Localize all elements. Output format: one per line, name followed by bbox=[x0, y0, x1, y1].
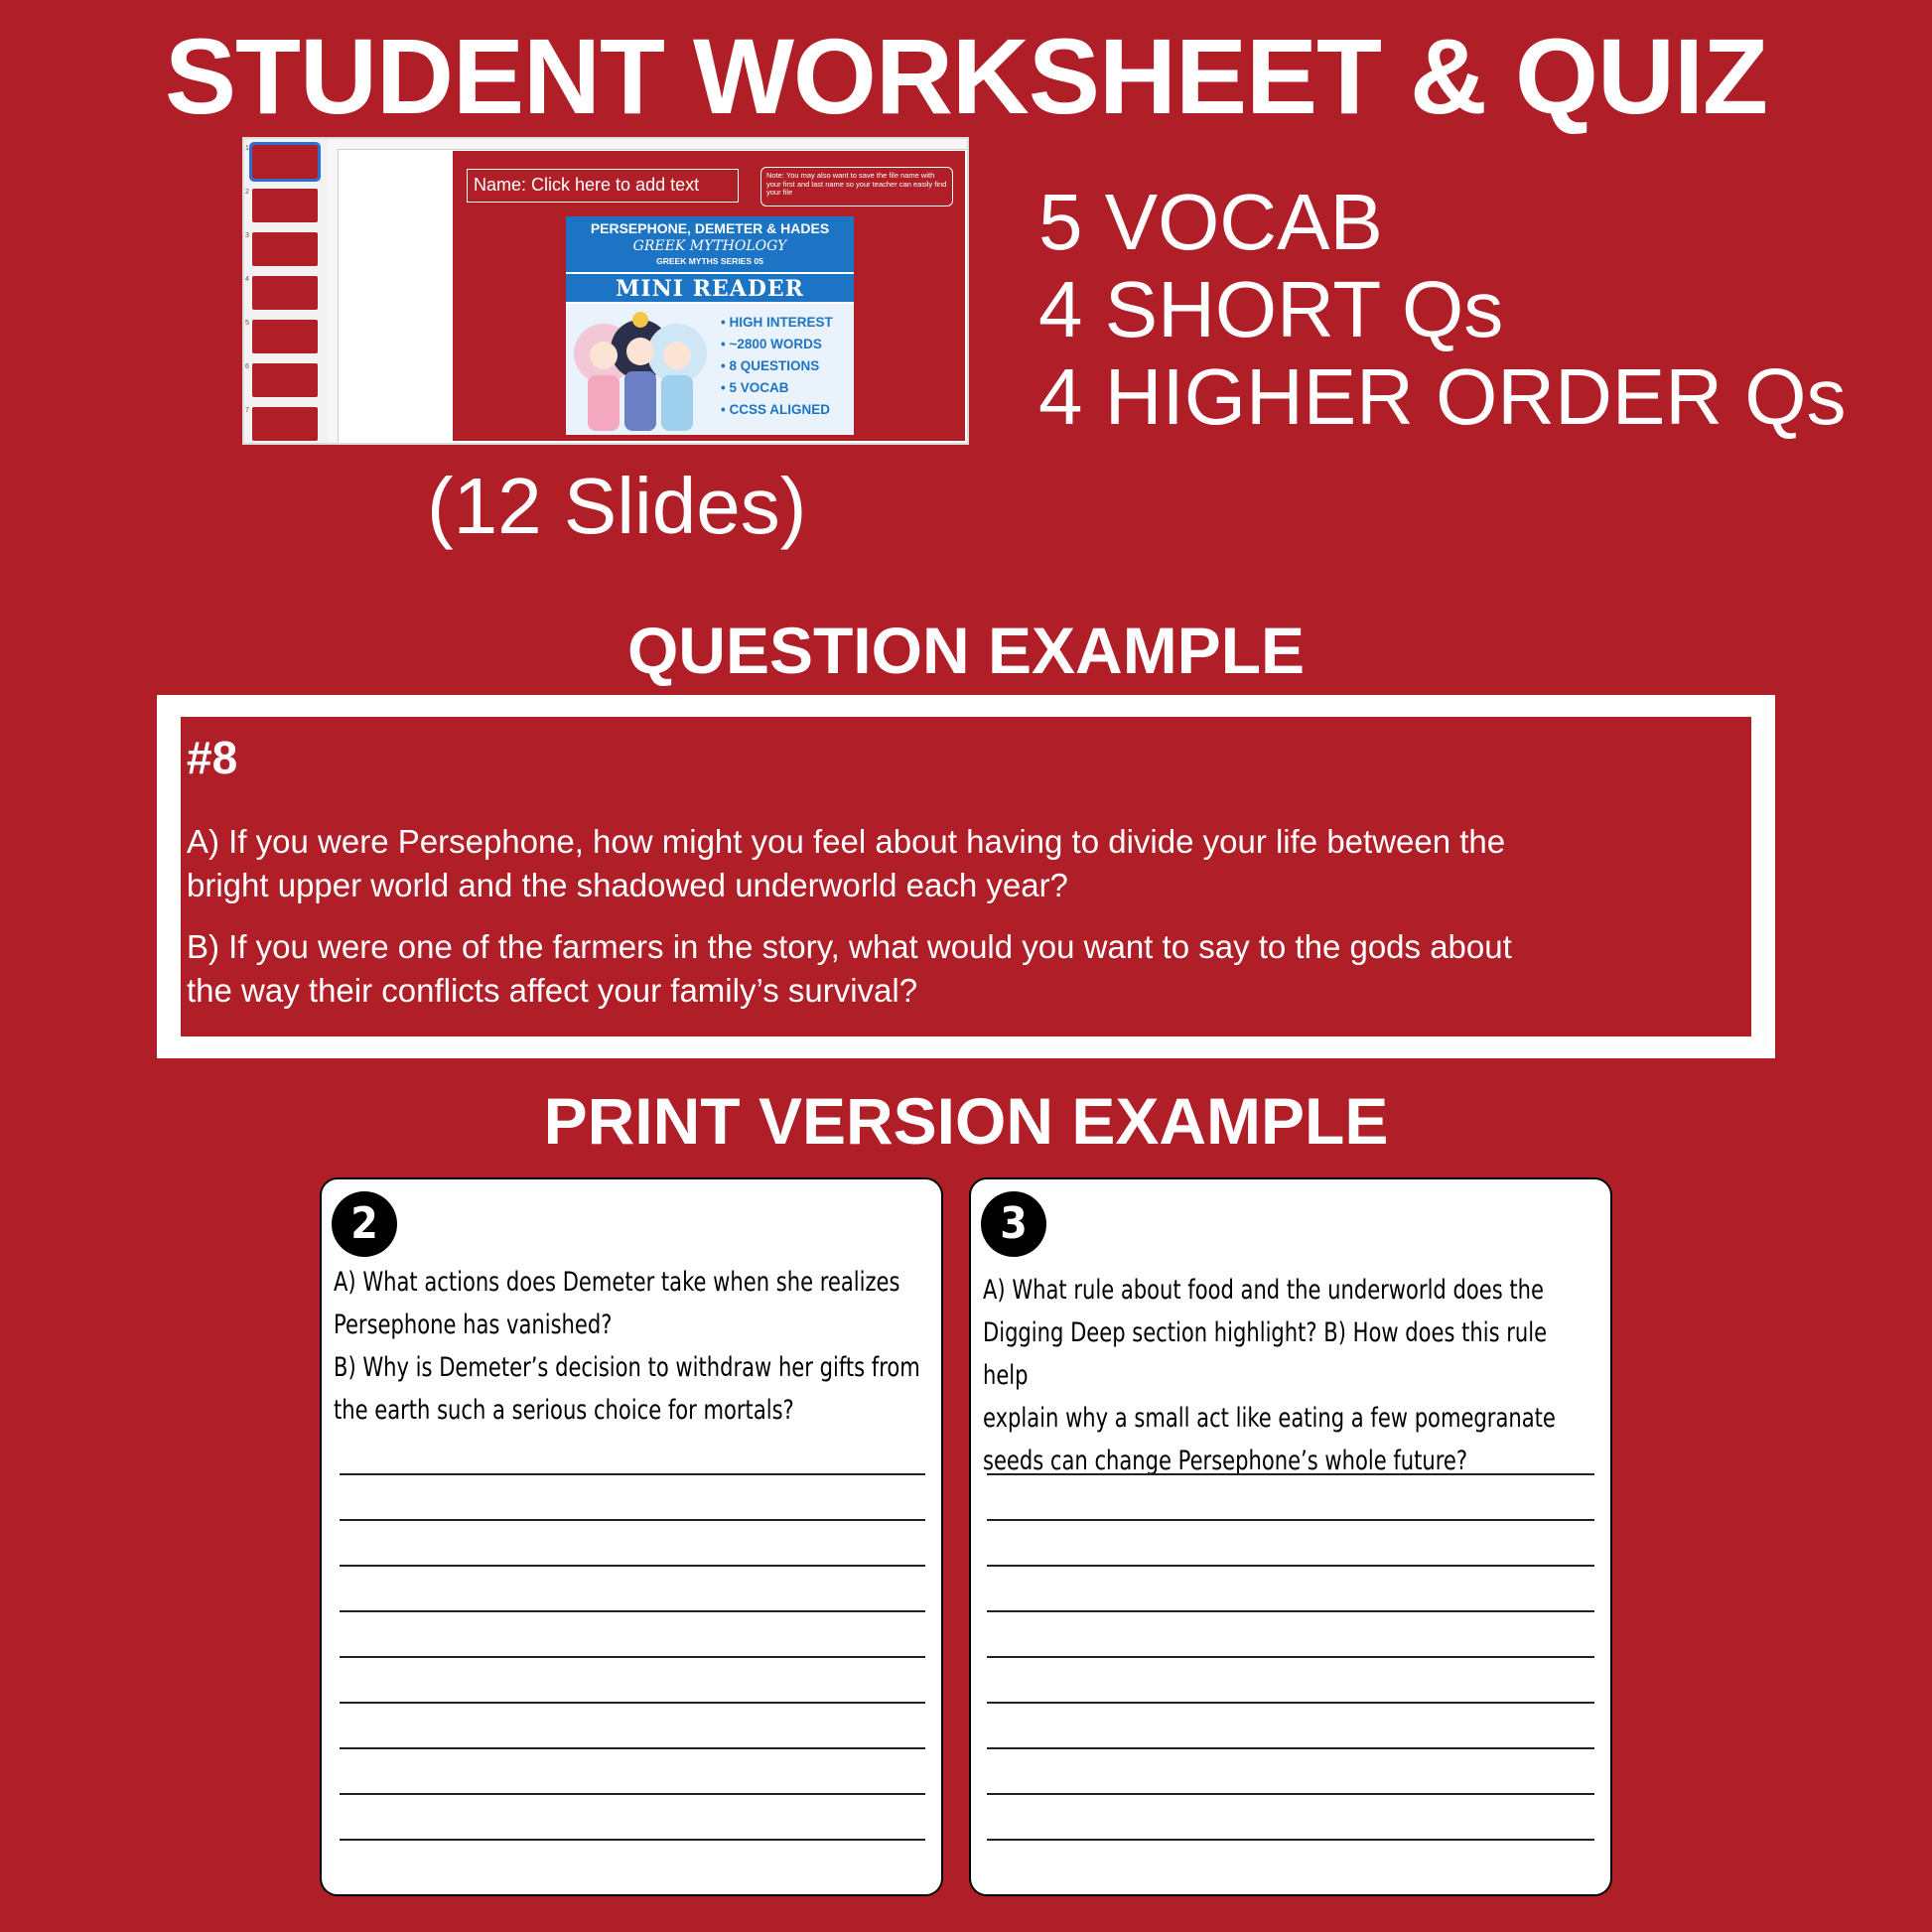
answer-line bbox=[340, 1656, 925, 1658]
print-question-line: A) What actions does Demeter take when she realizes bbox=[334, 1267, 900, 1298]
goddesses-illustration bbox=[566, 304, 715, 435]
print-question-line: A) What rule about food and the underworld does the bbox=[983, 1275, 1544, 1306]
answer-line bbox=[340, 1747, 925, 1749]
thumb-number: 2 bbox=[245, 189, 249, 196]
print-version-title: PRINT VERSION EXAMPLE bbox=[543, 1084, 1389, 1158]
answer-line bbox=[987, 1656, 1594, 1658]
cover-bullet: • 5 VOCAB bbox=[721, 380, 789, 395]
question-example-frame bbox=[157, 695, 1775, 1058]
print-card-3 bbox=[969, 1177, 1612, 1896]
slide-thumbnail[interactable] bbox=[252, 407, 318, 441]
cover-bullet: • HIGH INTEREST bbox=[721, 315, 833, 330]
stat-short-questions: 4 SHORT Qs bbox=[1038, 265, 1504, 353]
question-b-line: B) If you were one of the farmers in the story, what would you want to say to the gods about bbox=[187, 928, 1512, 965]
cover-bullet: • ~2800 WORDS bbox=[721, 337, 822, 351]
answer-line bbox=[340, 1565, 925, 1567]
answer-line bbox=[340, 1473, 925, 1475]
cover-bullet-list bbox=[721, 312, 833, 421]
slide-thumbnail[interactable] bbox=[252, 363, 318, 397]
answer-line bbox=[340, 1839, 925, 1841]
name-text-box[interactable]: Name: Click here to add text bbox=[467, 169, 739, 203]
answer-line bbox=[987, 1793, 1594, 1795]
cover-bullet: • 8 QUESTIONS bbox=[721, 358, 820, 373]
slides-count-label: (12 Slides) bbox=[427, 462, 807, 550]
answer-line bbox=[340, 1519, 925, 1521]
answer-line bbox=[987, 1747, 1594, 1749]
answer-line bbox=[340, 1793, 925, 1795]
slide-thumbnail[interactable] bbox=[252, 145, 318, 179]
page-title: STUDENT WORKSHEET & QUIZ bbox=[165, 16, 1767, 136]
print-question-line: the earth such a serious choice for mortals? bbox=[334, 1395, 794, 1426]
question-example-slide bbox=[181, 717, 1751, 1036]
slide-canvas bbox=[453, 151, 965, 441]
answer-line bbox=[987, 1610, 1594, 1612]
answer-line bbox=[340, 1610, 925, 1612]
slide-thumbnail[interactable] bbox=[252, 232, 318, 266]
slide-thumbnail[interactable] bbox=[252, 189, 318, 222]
thumb-number: 5 bbox=[245, 320, 249, 327]
print-question-text bbox=[334, 1261, 945, 1432]
question-example-title: QUESTION EXAMPLE bbox=[626, 614, 1306, 687]
print-question-text bbox=[983, 1269, 1594, 1482]
cover-banner-text: MINI READER bbox=[616, 276, 804, 302]
cover-subtitle: GREEK MYTHOLOGY bbox=[632, 238, 787, 254]
cover-bullet: • CCSS ALIGNED bbox=[721, 402, 830, 417]
cover-title: PERSEPHONE, DEMETER & HADES bbox=[590, 220, 830, 236]
thumb-number: 4 bbox=[245, 276, 249, 283]
print-question-line: explain why a small act like eating a few pomegranate bbox=[983, 1403, 1556, 1434]
stat-higher-order-questions: 4 HIGHER ORDER Qs bbox=[1038, 352, 1847, 441]
question-a-line: A) If you were Persephone, how might you feel about having to divide your life between the bbox=[187, 823, 1506, 860]
question-b-line: the way their conflicts affect your family’s survival? bbox=[187, 972, 918, 1009]
note-text-box: Note: You may also want to save the file name with your first and last name so your teacher can easily find your file bbox=[760, 167, 953, 207]
question-number-badge: 3 bbox=[981, 1191, 1046, 1257]
slide-thumbnails-panel bbox=[244, 139, 329, 443]
answer-line bbox=[987, 1702, 1594, 1704]
answer-line bbox=[987, 1839, 1594, 1841]
answer-line bbox=[987, 1565, 1594, 1567]
reader-cover-image bbox=[566, 216, 854, 435]
answer-line bbox=[987, 1519, 1594, 1521]
question-a-line: bright upper world and the shadowed underworld each year? bbox=[187, 867, 1068, 903]
question-number: #8 bbox=[187, 732, 238, 783]
thumb-number: 6 bbox=[245, 363, 249, 370]
print-question-line: Digging Deep section highlight? B) How does this rule help bbox=[983, 1317, 1548, 1391]
thumb-number: 7 bbox=[245, 407, 249, 414]
print-question-line: Persephone has vanished? bbox=[334, 1310, 613, 1340]
slides-editor-preview bbox=[242, 137, 969, 445]
print-question-line: B) Why is Demeter’s decision to withdraw her gifts from bbox=[334, 1352, 920, 1383]
stat-vocab: 5 VOCAB bbox=[1038, 178, 1383, 266]
thumb-number: 3 bbox=[245, 232, 249, 239]
cover-series: GREEK MYTHS SERIES 05 bbox=[656, 256, 763, 266]
slide-thumbnail[interactable] bbox=[252, 276, 318, 310]
answer-line bbox=[340, 1702, 925, 1704]
thumb-number: 1 bbox=[245, 145, 249, 152]
worksheet-stats bbox=[1038, 179, 1846, 441]
horizontal-ruler bbox=[328, 139, 967, 150]
vertical-ruler bbox=[328, 149, 339, 443]
question-number-badge: 2 bbox=[332, 1191, 397, 1257]
print-question-line: seeds can change Persephone’s whole future? bbox=[983, 1446, 1468, 1476]
answer-line bbox=[987, 1473, 1594, 1475]
slide-thumbnail[interactable] bbox=[252, 320, 318, 353]
print-card-2 bbox=[320, 1177, 943, 1896]
